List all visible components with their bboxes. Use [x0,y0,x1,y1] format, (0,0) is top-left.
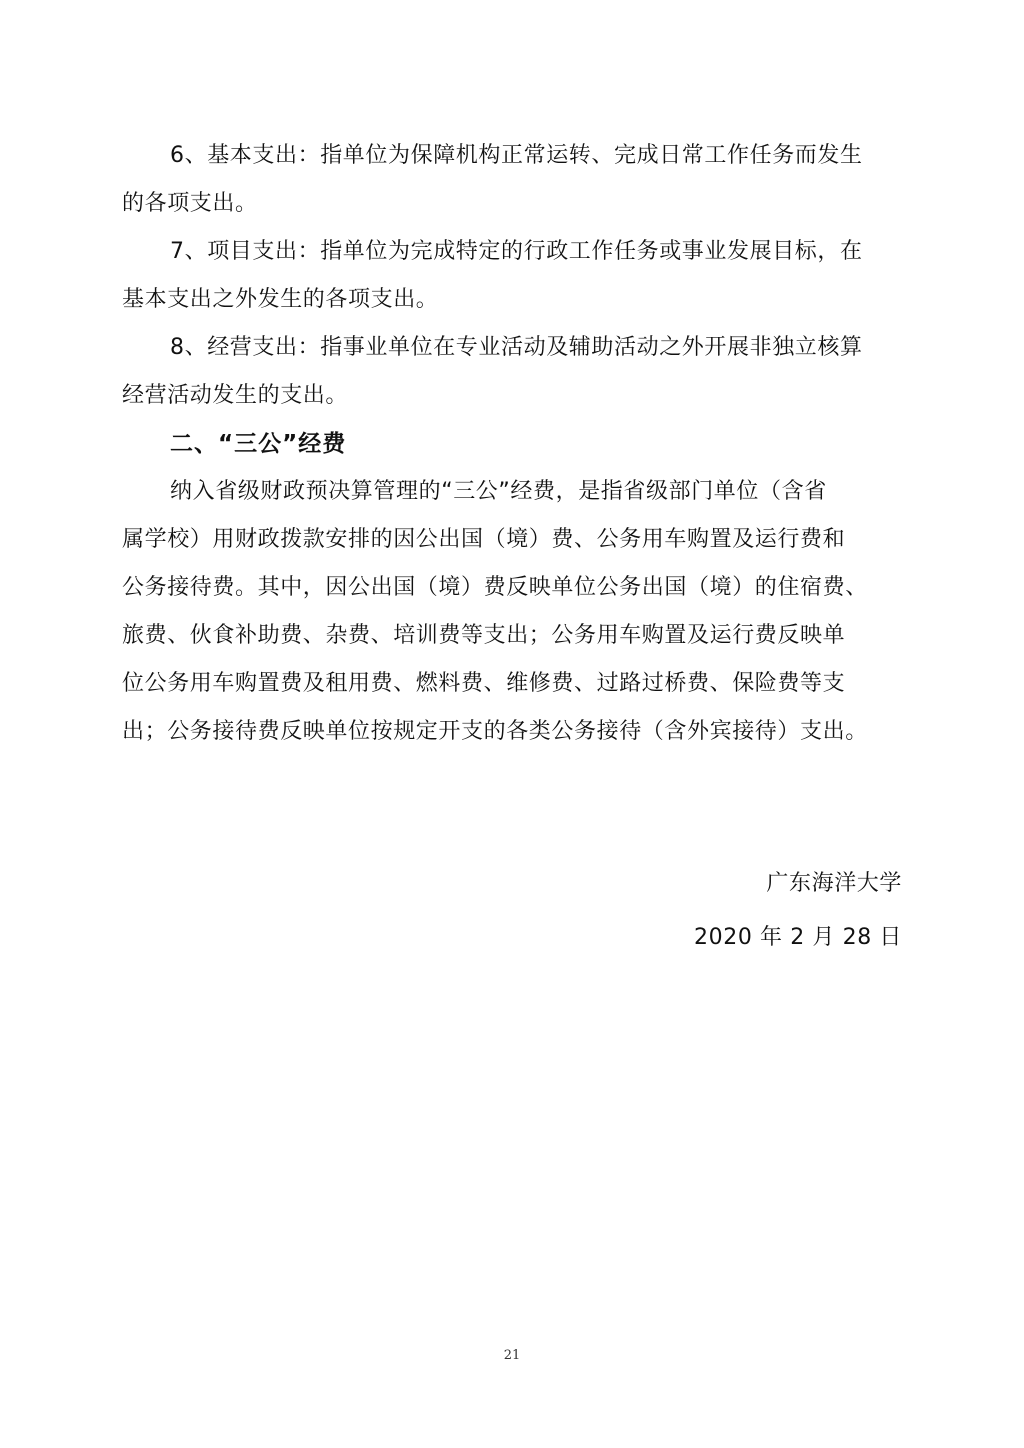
paragraph-line: 的各项支出。 [122,191,258,216]
paragraph-line: 基本支出之外发生的各项支出。 [122,287,439,312]
signature-date: 2020 年 2 月 28 日 [694,925,902,950]
paragraph-line: 纳入省级财政预决算管理的“三公”经费，是指省级部门单位（含省 [170,479,827,504]
paragraph-line: 属学校）用财政拨款安排的因公出国（境）费、公务用车购置及运行费和 [122,527,846,552]
paragraph-line: 经营活动发生的支出。 [122,383,349,408]
paragraph-line: 出；公务接待费反映单位按规定开支的各类公务接待（含外宾接待）支出。 [122,719,868,744]
section-body [122,468,902,756]
paragraph-line: 8、经营支出：指事业单位在专业活动及辅助活动之外开展非独立核算 [170,335,863,360]
paragraph-line: 6、基本支出：指单位为保障机构正常运转、完成日常工作任务而发生 [170,143,863,168]
list-item-operating-expenditure [122,324,902,420]
signature-organization: 广东海洋大学 [766,871,902,896]
list-item-basic-expenditure [122,132,902,228]
paragraph-line: 位公务用车购置费及租用费、燃料费、维修费、过路过桥费、保险费等支 [122,671,846,696]
list-item-project-expenditure [122,228,902,324]
section-heading: 二、“三公”经费 [170,431,347,457]
paragraph-line: 公务接待费。其中，因公出国（境）费反映单位公务出国（境）的住宿费、 [122,575,868,600]
page-number: 21 [503,1348,521,1363]
paragraph-line: 7、项目支出：指单位为完成特定的行政工作任务或事业发展目标，在 [170,239,863,264]
paragraph-line: 旅费、伙食补助费、杂费、培训费等支出；公务用车购置及运行费反映单 [122,623,846,648]
